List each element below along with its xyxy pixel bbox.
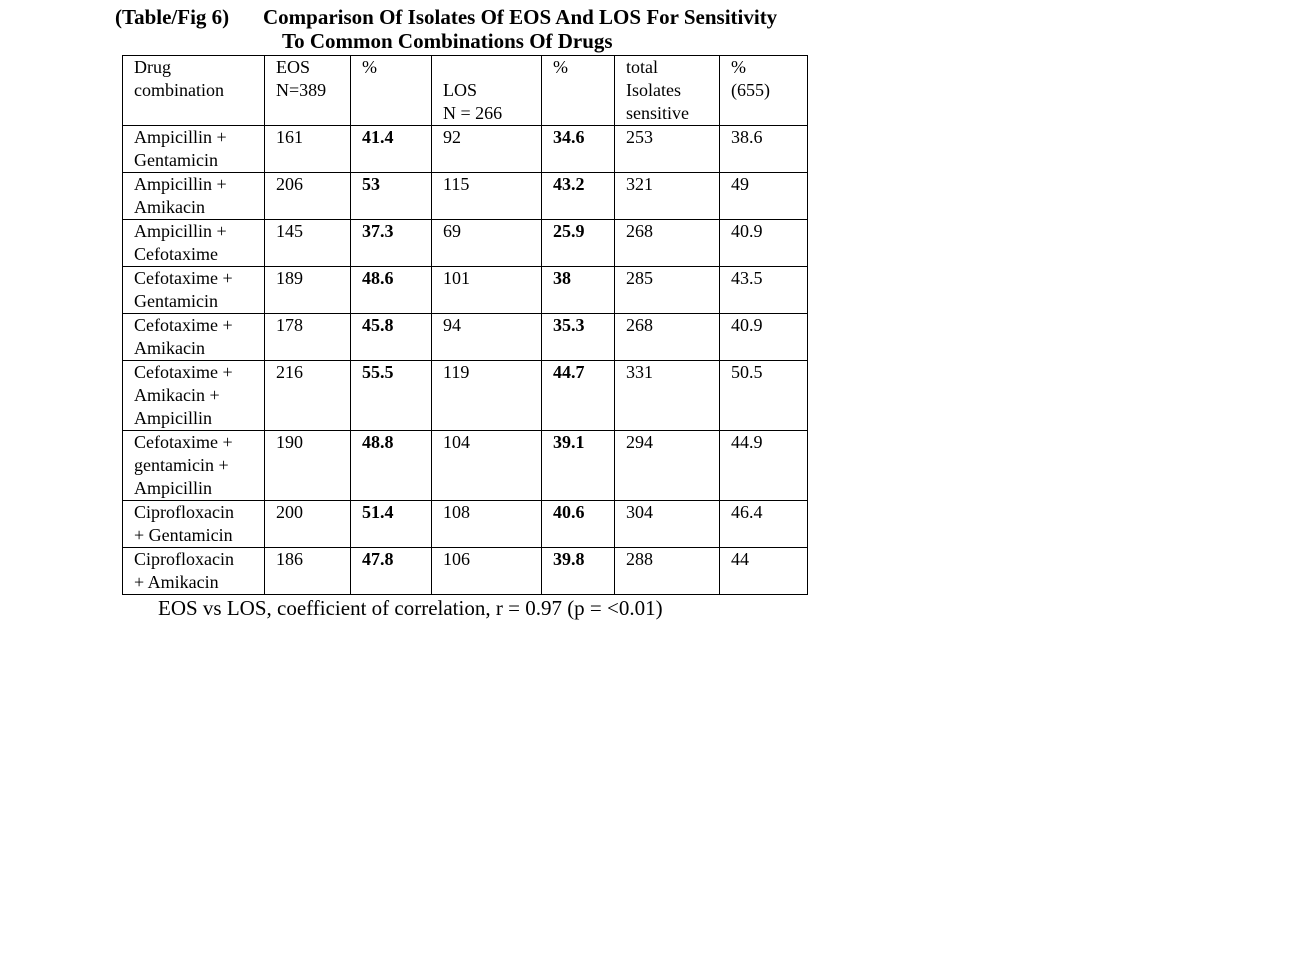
header-cell-los: LOS N = 266: [432, 56, 542, 126]
los-percent-cell: 38: [542, 267, 615, 314]
table-row: [123, 126, 808, 173]
header-cell-drug-combination: Drug combination: [123, 56, 265, 126]
table-row: [123, 548, 808, 595]
eos-count-cell: 145: [265, 220, 351, 267]
eos-count-cell: 161: [265, 126, 351, 173]
total-sensitive-cell: 285: [615, 267, 720, 314]
drug-combination-cell: Ciprofloxacin + Gentamicin: [123, 501, 265, 548]
drug-combination-cell: Ampicillin + Gentamicin: [123, 126, 265, 173]
drug-combination-cell: Cefotaxime + gentamicin + Ampicillin: [123, 431, 265, 501]
drug-combination-cell: Ampicillin + Amikacin: [123, 173, 265, 220]
eos-percent-cell: 48.8: [351, 431, 432, 501]
total-sensitive-cell: 268: [615, 314, 720, 361]
total-sensitive-cell: 253: [615, 126, 720, 173]
los-count-cell: 101: [432, 267, 542, 314]
figure-title-line-2: To Common Combinations Of Drugs: [282, 29, 613, 53]
correlation-footnote: EOS vs LOS, coefficient of correlation, r = 0.97 (p = <0.01): [158, 596, 663, 620]
table-row: [123, 361, 808, 431]
los-percent-cell: 34.6: [542, 126, 615, 173]
los-count-cell: 92: [432, 126, 542, 173]
total-percent-cell: 38.6: [720, 126, 808, 173]
total-sensitive-cell: 331: [615, 361, 720, 431]
los-count-cell: 106: [432, 548, 542, 595]
header-cell-eos-percent: %: [351, 56, 432, 126]
drug-combination-cell: Ciprofloxacin + Amikacin: [123, 548, 265, 595]
los-percent-cell: 40.6: [542, 501, 615, 548]
total-percent-cell: 50.5: [720, 361, 808, 431]
eos-percent-cell: 48.6: [351, 267, 432, 314]
total-percent-cell: 46.4: [720, 501, 808, 548]
los-count-cell: 69: [432, 220, 542, 267]
drug-combination-cell: Cefotaxime + Amikacin: [123, 314, 265, 361]
total-percent-cell: 40.9: [720, 314, 808, 361]
drug-combination-cell: Ampicillin + Cefotaxime: [123, 220, 265, 267]
header-cell-total-percent: % (655): [720, 56, 808, 126]
total-sensitive-cell: 321: [615, 173, 720, 220]
los-percent-cell: 44.7: [542, 361, 615, 431]
table-row: [123, 220, 808, 267]
eos-percent-cell: 37.3: [351, 220, 432, 267]
figure-title-line-1: Comparison Of Isolates Of EOS And LOS For Sensitivity: [263, 5, 778, 29]
header-row: [123, 56, 808, 126]
total-percent-cell: 44: [720, 548, 808, 595]
total-sensitive-cell: 294: [615, 431, 720, 501]
drug-combination-cell: Cefotaxime + Amikacin + Ampicillin: [123, 361, 265, 431]
eos-percent-cell: 47.8: [351, 548, 432, 595]
total-sensitive-cell: 304: [615, 501, 720, 548]
los-percent-cell: 25.9: [542, 220, 615, 267]
eos-count-cell: 189: [265, 267, 351, 314]
los-percent-cell: 39.8: [542, 548, 615, 595]
eos-count-cell: 200: [265, 501, 351, 548]
los-count-cell: 104: [432, 431, 542, 501]
eos-count-cell: 178: [265, 314, 351, 361]
table-row: [123, 314, 808, 361]
eos-percent-cell: 55.5: [351, 361, 432, 431]
eos-count-cell: 190: [265, 431, 351, 501]
los-count-cell: 119: [432, 361, 542, 431]
los-count-cell: 94: [432, 314, 542, 361]
table-row: [123, 431, 808, 501]
header-cell-eos: EOS N=389: [265, 56, 351, 126]
total-percent-cell: 43.5: [720, 267, 808, 314]
eos-percent-cell: 53: [351, 173, 432, 220]
los-percent-cell: 39.1: [542, 431, 615, 501]
drug-combination-cell: Cefotaxime + Gentamicin: [123, 267, 265, 314]
table-row: [123, 501, 808, 548]
los-count-cell: 108: [432, 501, 542, 548]
eos-count-cell: 186: [265, 548, 351, 595]
eos-percent-cell: 51.4: [351, 501, 432, 548]
eos-count-cell: 216: [265, 361, 351, 431]
los-count-cell: 115: [432, 173, 542, 220]
eos-percent-cell: 45.8: [351, 314, 432, 361]
eos-count-cell: 206: [265, 173, 351, 220]
table-row: [123, 267, 808, 314]
total-percent-cell: 44.9: [720, 431, 808, 501]
total-percent-cell: 40.9: [720, 220, 808, 267]
header-cell-total-sensitive: total Isolates sensitive: [615, 56, 720, 126]
total-sensitive-cell: 268: [615, 220, 720, 267]
eos-percent-cell: 41.4: [351, 126, 432, 173]
table-row: [123, 173, 808, 220]
header-cell-los-percent: %: [542, 56, 615, 126]
figure-label: (Table/Fig 6): [115, 5, 230, 29]
los-percent-cell: 43.2: [542, 173, 615, 220]
los-percent-cell: 35.3: [542, 314, 615, 361]
total-sensitive-cell: 288: [615, 548, 720, 595]
results-table: [122, 55, 808, 595]
total-percent-cell: 49: [720, 173, 808, 220]
